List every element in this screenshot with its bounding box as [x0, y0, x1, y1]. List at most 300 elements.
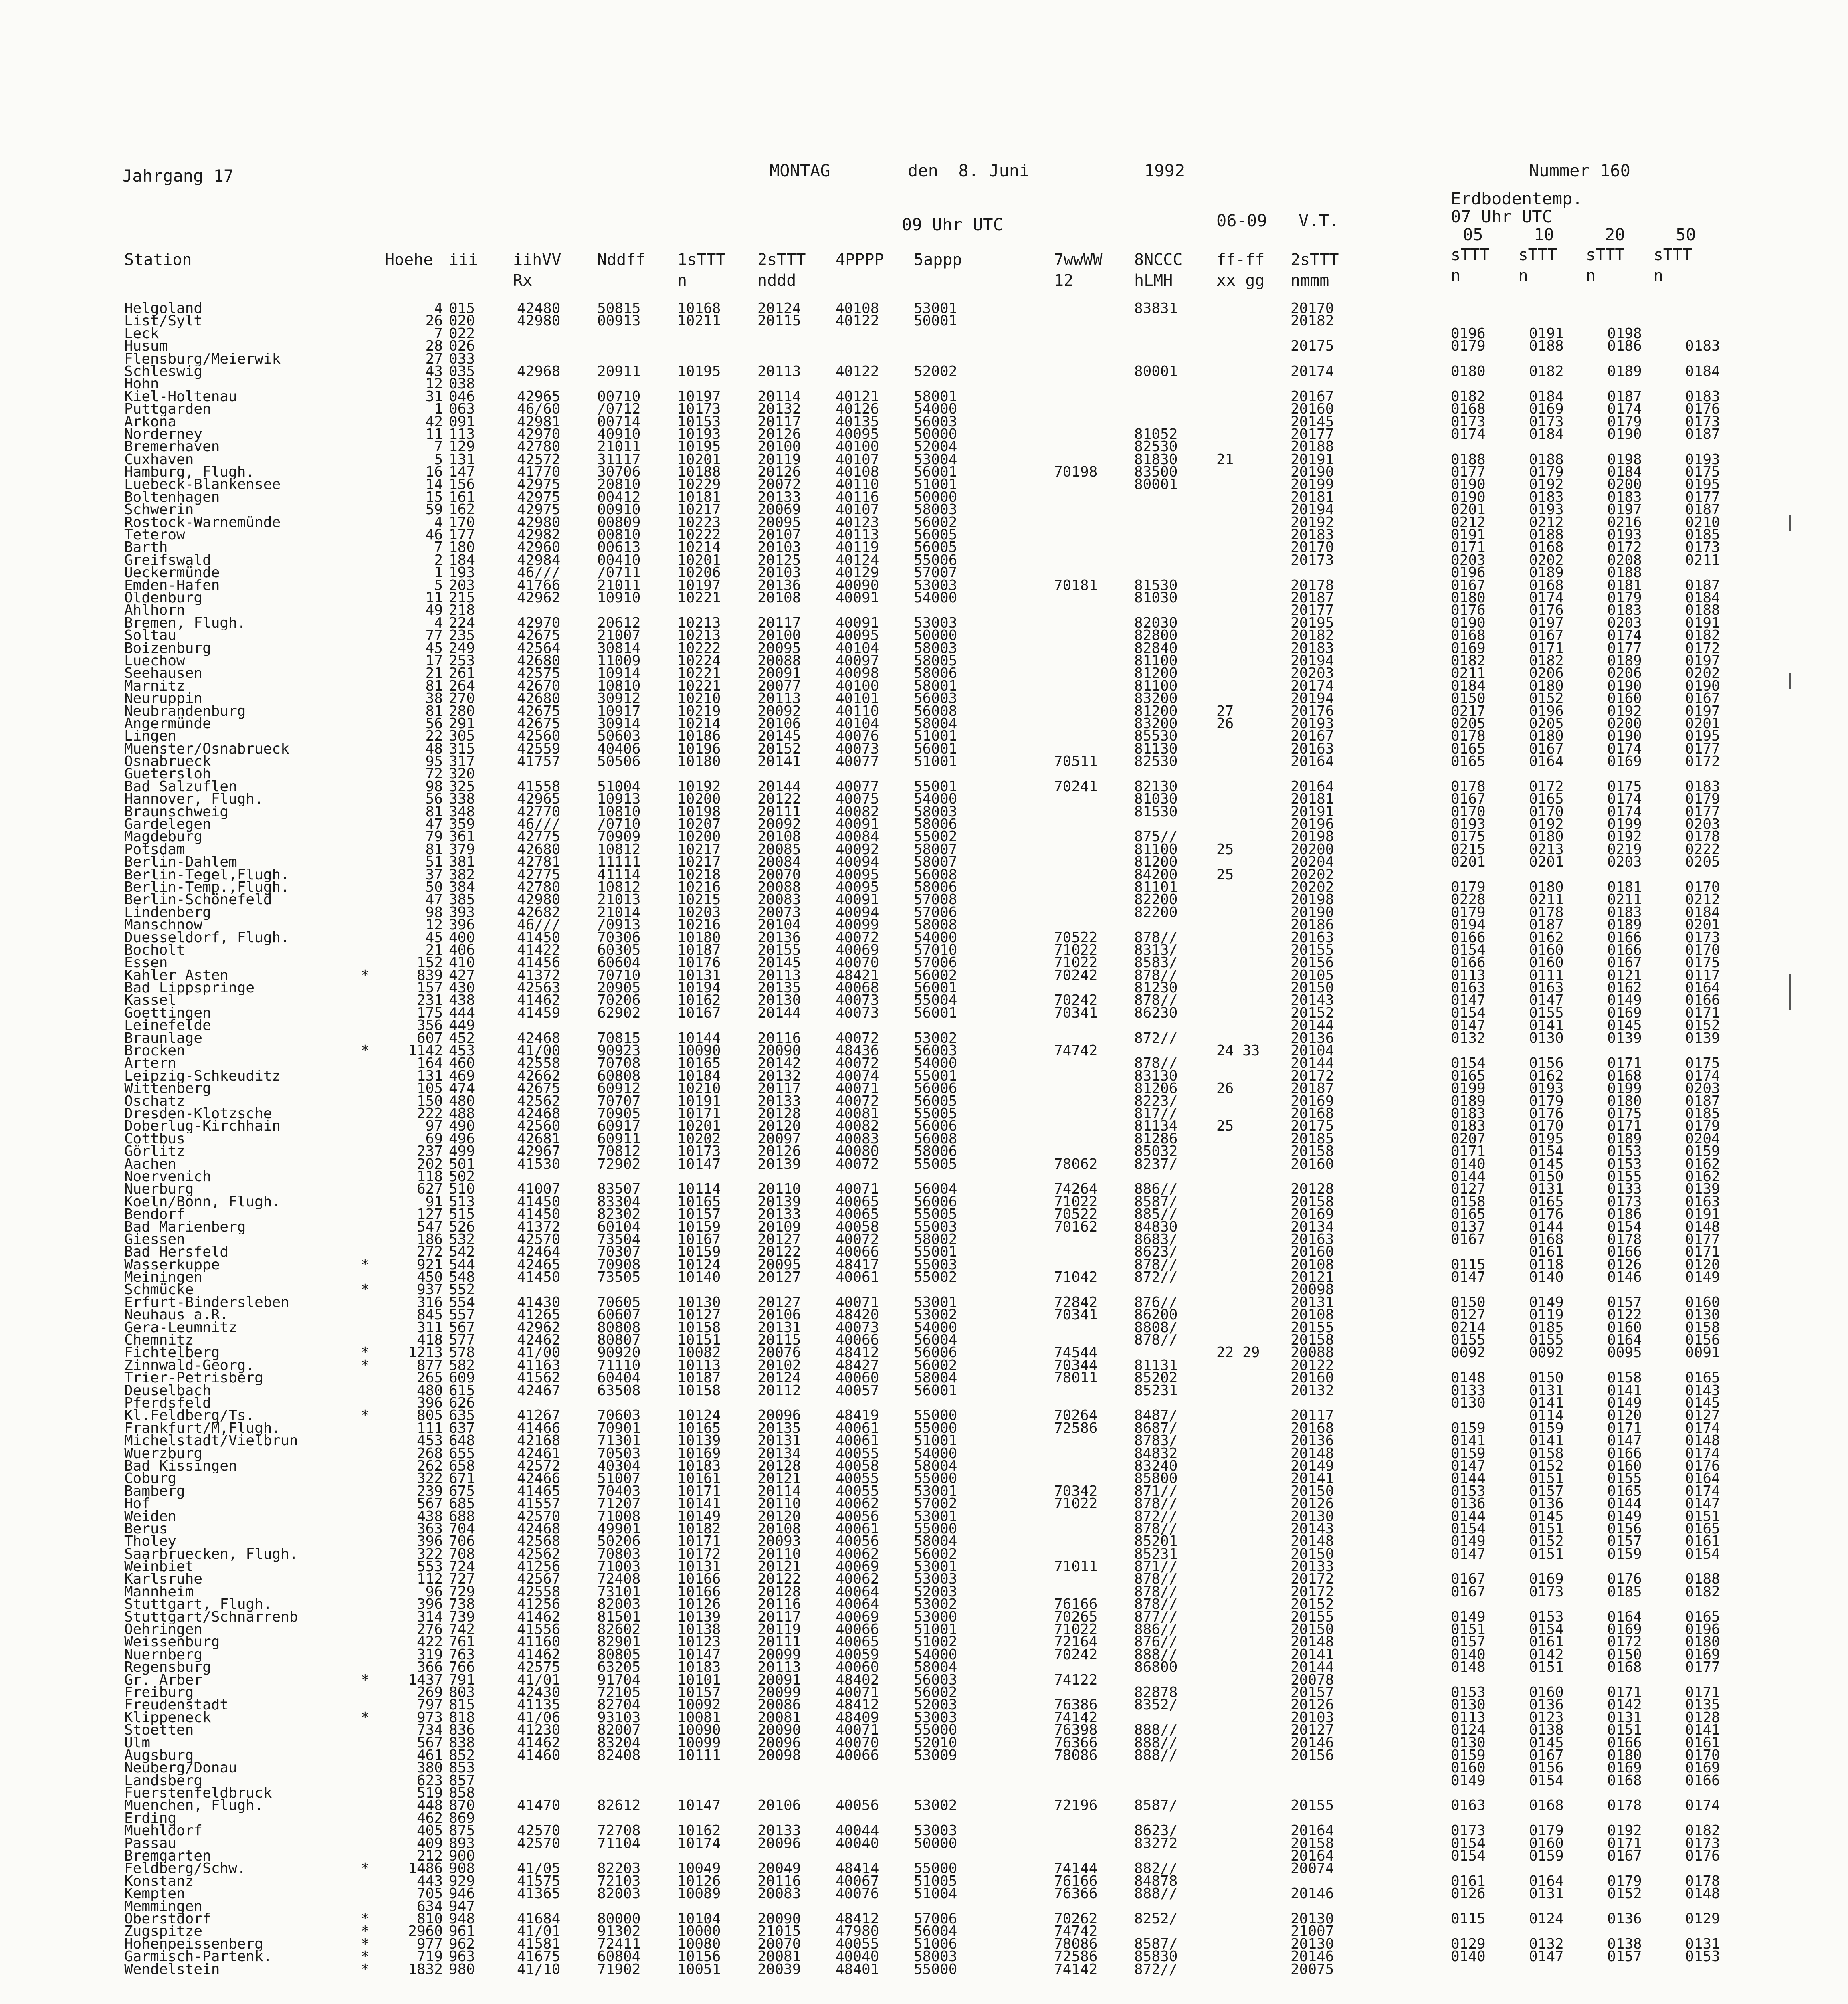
elevation: 921 — [416, 1256, 443, 1273]
group-nddff: 30814 — [597, 640, 641, 657]
group-4pppp: 40100 — [836, 438, 879, 455]
group-5appp: 58003 — [914, 803, 957, 820]
soil-temp-05: 0190 — [1451, 614, 1486, 631]
group-ihvv: 42680 — [517, 690, 561, 707]
station-id: 893 — [449, 1835, 475, 1852]
group-2sttt-vt: 20150 — [1291, 1621, 1334, 1638]
table-row — [0, 791, 1848, 808]
table-row — [0, 1835, 1848, 1852]
station-id: 400 — [449, 929, 475, 946]
elevation: 7 — [434, 539, 443, 556]
group-5appp: 53001 — [914, 1508, 957, 1525]
station-name: Husum — [124, 339, 168, 354]
station-id: 609 — [449, 1370, 475, 1386]
elevation: 877 — [416, 1357, 443, 1374]
soil-temp-10: 0171 — [1529, 640, 1564, 657]
station-name: Augsburg — [124, 1748, 194, 1763]
table-row — [0, 1848, 1848, 1865]
group-nddff: 60911 — [597, 1130, 641, 1147]
mountain-station-marker: * — [361, 1407, 370, 1424]
station-id: 963 — [449, 1948, 475, 1965]
group-8nccc: 81530 — [1134, 803, 1178, 820]
group-nddff: 00410 — [597, 552, 641, 568]
group-ihvv: 42568 — [517, 1533, 561, 1550]
station-name: Landsberg — [124, 1773, 203, 1788]
soil-temp-20: 0153 — [1607, 1156, 1642, 1172]
station-id: 875 — [449, 1822, 475, 1839]
soil-temp-50: 0176 — [1685, 1848, 1720, 1865]
group-ffgg: 27 — [1216, 703, 1234, 719]
station-id: 022 — [449, 325, 475, 342]
group-5appp: 53009 — [914, 1747, 957, 1764]
group-2sttt-vt: 20152 — [1291, 1596, 1334, 1613]
station-id: 184 — [449, 552, 475, 568]
group-nddff: 70815 — [597, 1030, 641, 1046]
elevation: 607 — [416, 1030, 443, 1046]
elevation: 363 — [416, 1520, 443, 1537]
soil-temp-10: 0150 — [1529, 1168, 1564, 1185]
group-2sttt: 20113 — [757, 690, 801, 707]
station-id: 818 — [449, 1709, 475, 1726]
soil-temp-10: 0212 — [1529, 514, 1564, 531]
table-row — [0, 1332, 1848, 1349]
station-name: Regensburg — [124, 1660, 211, 1675]
table-row — [0, 1017, 1848, 1034]
group-nddff: 80807 — [597, 1332, 641, 1349]
soil-temp-10: 0138 — [1529, 1722, 1564, 1739]
station-name: Wittenberg — [124, 1081, 211, 1096]
elevation: 231 — [416, 992, 443, 1009]
station-id: 156 — [449, 476, 475, 493]
soil-temp-05: 0179 — [1451, 338, 1486, 355]
soil-temp-05: 0092 — [1451, 1344, 1486, 1361]
group-2sttt: 20131 — [757, 1432, 801, 1449]
group-ihvv: 41/00 — [517, 1042, 561, 1059]
group-nddff: 70803 — [597, 1545, 641, 1562]
group-2sttt: 20092 — [757, 703, 801, 719]
group-2sttt: 20144 — [757, 778, 801, 795]
group-4pppp: 40068 — [836, 980, 879, 996]
soil-temp-20: 0197 — [1607, 501, 1642, 518]
station-id: 215 — [449, 589, 475, 606]
soil-temp-20: 0136 — [1607, 1911, 1642, 1927]
soil-temp-05: 0194 — [1451, 917, 1486, 933]
group-ihvv: 42675 — [517, 715, 561, 732]
soil-temp-10: 0161 — [1529, 1244, 1564, 1261]
group-8nccc: 878// — [1134, 1055, 1178, 1072]
group-5appp: 58004 — [914, 1370, 957, 1386]
station-name: Cottbus — [124, 1131, 185, 1146]
soil-temp-20: 0171 — [1607, 1118, 1642, 1135]
station-id: 961 — [449, 1923, 475, 1940]
group-ihvv: 42967 — [517, 1143, 561, 1160]
elevation: 2960 — [408, 1923, 443, 1940]
group-2sttt-vt: 20155 — [1291, 1797, 1334, 1814]
group-4pppp: 40094 — [836, 854, 879, 871]
group-nddff: 30706 — [597, 464, 641, 481]
group-ihvv: 42982 — [517, 527, 561, 543]
station-name: Trier-Petrisberg — [124, 1371, 263, 1386]
vt-label: V.T. — [1299, 211, 1339, 230]
group-2sttt: 20088 — [757, 652, 801, 669]
elevation: 265 — [416, 1370, 443, 1386]
group-nddff: 49901 — [597, 1520, 641, 1537]
group-7wwww: 70344 — [1054, 1357, 1098, 1374]
soil-temp-50: 0184 — [1685, 904, 1720, 921]
soil-temp-10: 0160 — [1529, 1835, 1564, 1852]
group-1sttt: 10090 — [677, 1722, 721, 1739]
group-5appp: 56004 — [914, 1923, 957, 1940]
obs-time-0609: 06-09 — [1216, 211, 1267, 230]
elevation: 49 — [425, 602, 443, 619]
group-2sttt-vt: 20146 — [1291, 1885, 1334, 1902]
soil-temp-50: 0130 — [1685, 1307, 1720, 1323]
table-row — [0, 704, 1848, 717]
group-5appp: 56001 — [914, 1382, 957, 1399]
soil-temp-05: 0174 — [1451, 426, 1486, 442]
group-8nccc: 888// — [1134, 1885, 1178, 1902]
group-5appp: 51001 — [914, 728, 957, 745]
station-id: 249 — [449, 640, 475, 657]
group-4pppp: 40095 — [836, 627, 879, 644]
group-2sttt: 20116 — [757, 1030, 801, 1046]
elevation: 5 — [434, 451, 443, 468]
soil-temp-05: 0159 — [1451, 1445, 1486, 1462]
soil-temp-05: 0207 — [1451, 1130, 1486, 1147]
group-5appp: 53003 — [914, 1709, 957, 1726]
group-nddff: 21013 — [597, 891, 641, 908]
group-8nccc: 8587/ — [1134, 1797, 1178, 1814]
group-2sttt-vt: 20186 — [1291, 917, 1334, 933]
elevation: 797 — [416, 1697, 443, 1713]
group-1sttt: 10211 — [677, 313, 721, 329]
station-name: Berus — [124, 1521, 168, 1536]
group-ihvv: 42560 — [517, 728, 561, 745]
group-1sttt: 10099 — [677, 1734, 721, 1751]
group-1sttt: 10187 — [677, 941, 721, 958]
group-nddff: 70605 — [597, 1294, 641, 1311]
soil-temp-50: 0173 — [1685, 929, 1720, 946]
group-ihvv: 41575 — [517, 1873, 561, 1889]
soil-temp-50: 0212 — [1685, 891, 1720, 908]
group-2sttt-vt: 20202 — [1291, 866, 1334, 883]
elevation: 43 — [425, 363, 443, 380]
group-nddff: 82704 — [597, 1697, 641, 1713]
col-nccc: 8NCCC hLMH — [1134, 250, 1183, 290]
group-8nccc: 8623/ — [1134, 1244, 1178, 1261]
group-2sttt: 20106 — [757, 1797, 801, 1814]
group-7wwww: 76386 — [1054, 1697, 1098, 1713]
station-id: 513 — [449, 1193, 475, 1210]
group-2sttt-vt: 20146 — [1291, 1734, 1334, 1751]
station-name: Chemnitz — [124, 1333, 194, 1348]
group-1sttt: 10213 — [677, 627, 721, 644]
soil-temp-20: 0162 — [1607, 980, 1642, 996]
group-8nccc: 81200 — [1134, 703, 1178, 719]
elevation: 98 — [425, 904, 443, 921]
group-2sttt: 20077 — [757, 677, 801, 694]
station-name: Mannheim — [124, 1584, 194, 1599]
elevation: 105 — [416, 1080, 443, 1097]
group-1sttt: 10173 — [677, 401, 721, 418]
soil-temp-10: 0147 — [1529, 992, 1564, 1009]
soil-temp-50: 0177 — [1685, 803, 1720, 820]
station-name: Fichtelberg — [124, 1345, 220, 1360]
soil-temp-10: 0141 — [1529, 1017, 1564, 1034]
group-nddff: 71902 — [597, 1961, 641, 1978]
group-2sttt-vt: 20150 — [1291, 1483, 1334, 1499]
group-4pppp: 40070 — [836, 1734, 879, 1751]
group-2sttt-vt: 20182 — [1291, 313, 1334, 329]
soil-temp-20: 0167 — [1607, 1848, 1642, 1865]
group-4pppp: 40077 — [836, 778, 879, 795]
soil-temp-50: 0167 — [1685, 690, 1720, 707]
group-1sttt: 10210 — [677, 1080, 721, 1097]
group-8nccc: 8683/ — [1134, 1231, 1178, 1248]
group-2sttt-vt: 20192 — [1291, 514, 1334, 531]
group-2sttt: 20083 — [757, 1885, 801, 1902]
soil-temp-10: 0152 — [1529, 1533, 1564, 1550]
soil-temp-20: 0193 — [1607, 527, 1642, 543]
group-ihvv: 42781 — [517, 854, 561, 871]
soil-temp-05: 0166 — [1451, 929, 1486, 946]
date-label: den 8. Juni — [908, 161, 1030, 180]
group-1sttt: 10124 — [677, 1407, 721, 1424]
group-4pppp: 40061 — [836, 1520, 879, 1537]
group-7wwww: 70162 — [1054, 1218, 1098, 1235]
elevation: 50 — [425, 879, 443, 895]
station-id: 015 — [449, 300, 475, 317]
group-1sttt: 10161 — [677, 1470, 721, 1487]
group-nddff: 70812 — [597, 1143, 641, 1160]
soil-temp-10: 0167 — [1529, 740, 1564, 757]
group-ihvv: 41558 — [517, 778, 561, 795]
soil-temp-10: 0159 — [1529, 1848, 1564, 1865]
table-row — [0, 438, 1848, 455]
group-4pppp: 40076 — [836, 728, 879, 745]
elevation: 22 — [425, 728, 443, 745]
soil-temp-20: 0155 — [1607, 1470, 1642, 1487]
elevation: 12 — [425, 376, 443, 392]
soil-temp-10: 0168 — [1529, 577, 1564, 594]
group-2sttt-vt: 20160 — [1291, 1156, 1334, 1172]
station-name: Leck — [124, 326, 159, 341]
group-5appp: 56001 — [914, 740, 957, 757]
group-5appp: 54000 — [914, 929, 957, 946]
group-nddff: 31117 — [597, 451, 641, 468]
soil-temp-title: Erdbodentemp. — [1451, 189, 1583, 208]
soil-temp-10: 0179 — [1529, 464, 1564, 481]
group-nddff: 91704 — [597, 1671, 641, 1688]
table-row — [0, 1646, 1848, 1663]
table-row — [0, 891, 1848, 908]
group-4pppp: 40094 — [836, 904, 879, 921]
group-8nccc: 82200 — [1134, 891, 1178, 908]
station-id: 761 — [449, 1634, 475, 1650]
table-row — [0, 1067, 1848, 1084]
station-id: 515 — [449, 1206, 475, 1223]
group-8nccc: 8808/ — [1134, 1319, 1178, 1336]
group-4pppp: 40066 — [836, 1244, 879, 1261]
mountain-station-marker: * — [361, 1671, 370, 1688]
soil-temp-20: 0154 — [1607, 1218, 1642, 1235]
soil-temp-10: 0184 — [1529, 426, 1564, 442]
group-2sttt-vt: 20158 — [1291, 1193, 1334, 1210]
group-ihvv: 41/06 — [517, 1709, 561, 1726]
group-ihvv: 42465 — [517, 1256, 561, 1273]
group-ihvv: 42970 — [517, 426, 561, 442]
station-name: Meiningen — [124, 1270, 203, 1285]
station-name: Emden-Hafen — [124, 578, 220, 593]
group-2sttt-vt: 20200 — [1291, 841, 1334, 858]
group-2sttt-vt: 20141 — [1291, 1646, 1334, 1663]
group-2sttt: 20110 — [757, 1181, 801, 1198]
table-row — [0, 1948, 1848, 1965]
group-7wwww: 71022 — [1054, 1193, 1098, 1210]
group-2sttt: 20128 — [757, 1457, 801, 1474]
group-7wwww: 70242 — [1054, 967, 1098, 984]
group-7wwww: 78086 — [1054, 1747, 1098, 1764]
group-8nccc: 80001 — [1134, 363, 1178, 380]
group-8nccc: 81230 — [1134, 980, 1178, 996]
soil-temp-50: 0156 — [1685, 1332, 1720, 1349]
elevation: 937 — [416, 1281, 443, 1298]
table-row — [0, 1571, 1848, 1588]
elevation: 322 — [416, 1470, 443, 1487]
soil-temp-50: 0195 — [1685, 728, 1720, 745]
group-2sttt: 20073 — [757, 904, 801, 921]
table-row — [0, 1445, 1848, 1462]
margin-mark — [1789, 515, 1791, 531]
elevation: 38 — [425, 690, 443, 707]
group-nddff: 50206 — [597, 1533, 641, 1550]
soil-temp-50: 0171 — [1685, 1004, 1720, 1021]
group-1sttt: 10169 — [677, 1445, 721, 1462]
soil-temp-10: 0151 — [1529, 1520, 1564, 1537]
elevation: 5 — [434, 577, 443, 594]
soil-temp-10: 0162 — [1529, 929, 1564, 946]
station-name: Leinefelde — [124, 1018, 211, 1033]
elevation: 11 — [425, 589, 443, 606]
group-2sttt-vt: 20130 — [1291, 1911, 1334, 1927]
group-1sttt: 10158 — [677, 1319, 721, 1336]
group-5appp: 51001 — [914, 476, 957, 493]
group-2sttt: 20093 — [757, 1533, 801, 1550]
group-nddff: 00810 — [597, 527, 641, 543]
margin-mark — [1789, 673, 1791, 689]
group-1sttt: 10197 — [677, 577, 721, 594]
soil-temp-50: 0170 — [1685, 941, 1720, 958]
group-1sttt: 10201 — [677, 1118, 721, 1135]
table-row — [0, 1811, 1848, 1824]
station-id: 626 — [449, 1394, 475, 1411]
group-1sttt: 10182 — [677, 1520, 721, 1537]
group-ihvv: 42960 — [517, 539, 561, 556]
group-ihvv: 41462 — [517, 1608, 561, 1625]
elevation: 91 — [425, 1193, 443, 1210]
soil-temp-10: 0144 — [1529, 1218, 1564, 1235]
group-2sttt-vt: 20169 — [1291, 1093, 1334, 1109]
group-2sttt: 20090 — [757, 1911, 801, 1927]
soil-temp-50: 0174 — [1685, 1420, 1720, 1436]
group-nddff: 80808 — [597, 1319, 641, 1336]
group-ihvv: 42980 — [517, 891, 561, 908]
group-nddff: 83507 — [597, 1181, 641, 1198]
group-4pppp: 40099 — [836, 917, 879, 933]
group-ihvv: 41/00 — [517, 1344, 561, 1361]
group-4pppp: 40082 — [836, 803, 879, 820]
group-ihvv: 42970 — [517, 614, 561, 631]
group-nddff: 71104 — [597, 1835, 641, 1852]
soil-temp-05: 0217 — [1451, 703, 1486, 719]
station-id: 708 — [449, 1545, 475, 1562]
group-2sttt-vt: 20131 — [1291, 1294, 1334, 1311]
group-8nccc: 878// — [1134, 929, 1178, 946]
soil-temp-05: 0149 — [1451, 1772, 1486, 1789]
group-nddff: 91302 — [597, 1923, 641, 1940]
table-row — [0, 828, 1848, 845]
group-8nccc: 8487/ — [1134, 1407, 1178, 1424]
soil-temp-50: 0139 — [1685, 1181, 1720, 1198]
group-1sttt: 10051 — [677, 1961, 721, 1978]
group-2sttt-vt: 20169 — [1291, 1206, 1334, 1223]
soil-temp-20: 0211 — [1607, 891, 1642, 908]
group-1sttt: 10217 — [677, 841, 721, 858]
soil-temp-50: 0163 — [1685, 1193, 1720, 1210]
group-1sttt: 10081 — [677, 1709, 721, 1726]
soil-temp-50: 0162 — [1685, 1168, 1720, 1185]
group-8nccc: 872// — [1134, 1961, 1178, 1978]
soil-temp-10: 0160 — [1529, 954, 1564, 971]
group-nddff: 70908 — [597, 1256, 641, 1273]
group-2sttt-vt: 20150 — [1291, 980, 1334, 996]
station-name: Essen — [124, 956, 168, 970]
group-2sttt-vt: 20191 — [1291, 451, 1334, 468]
group-7wwww: 78062 — [1054, 1156, 1098, 1172]
soil-temp-50: 0197 — [1685, 703, 1720, 719]
group-5appp: 50000 — [914, 426, 957, 442]
station-name: Berlin-Dahlem — [124, 855, 237, 870]
group-nddff: 10812 — [597, 879, 641, 895]
group-2sttt: 20090 — [757, 1042, 801, 1059]
group-ihvv: 42480 — [517, 300, 561, 317]
group-2sttt: 20111 — [757, 1634, 801, 1650]
station-name: Duesseldorf, Flugh. — [124, 930, 289, 945]
soil-temp-10: 0092 — [1529, 1344, 1564, 1361]
soil-temp-05: 0148 — [1451, 1659, 1486, 1676]
station-name: Berlin-Temp.,Flugh. — [124, 880, 289, 895]
soil-temp-05: 0133 — [1451, 1382, 1486, 1399]
group-1sttt: 10191 — [677, 1093, 721, 1109]
group-5appp: 54000 — [914, 1055, 957, 1072]
group-4pppp: 40095 — [836, 426, 879, 442]
group-nddff: 82602 — [597, 1621, 641, 1638]
soil-temp-20: 0181 — [1607, 879, 1642, 895]
soil-temp-20: 0189 — [1607, 363, 1642, 380]
group-2sttt: 20142 — [757, 1055, 801, 1072]
table-row — [0, 1797, 1848, 1814]
group-2sttt-vt: 20155 — [1291, 1319, 1334, 1336]
group-1sttt: 10184 — [677, 1067, 721, 1084]
soil-temp-05: 0155 — [1451, 1332, 1486, 1349]
group-2sttt: 20121 — [757, 1470, 801, 1487]
soil-temp-20: 0126 — [1607, 1256, 1642, 1273]
soil-temp-05: 0154 — [1451, 1055, 1486, 1072]
station-name: Hannover, Flugh. — [124, 792, 263, 807]
soil-temp-50: 0210 — [1685, 514, 1720, 531]
group-nddff: 82612 — [597, 1797, 641, 1814]
station-name: Doberlug-Kirchhain — [124, 1119, 281, 1134]
